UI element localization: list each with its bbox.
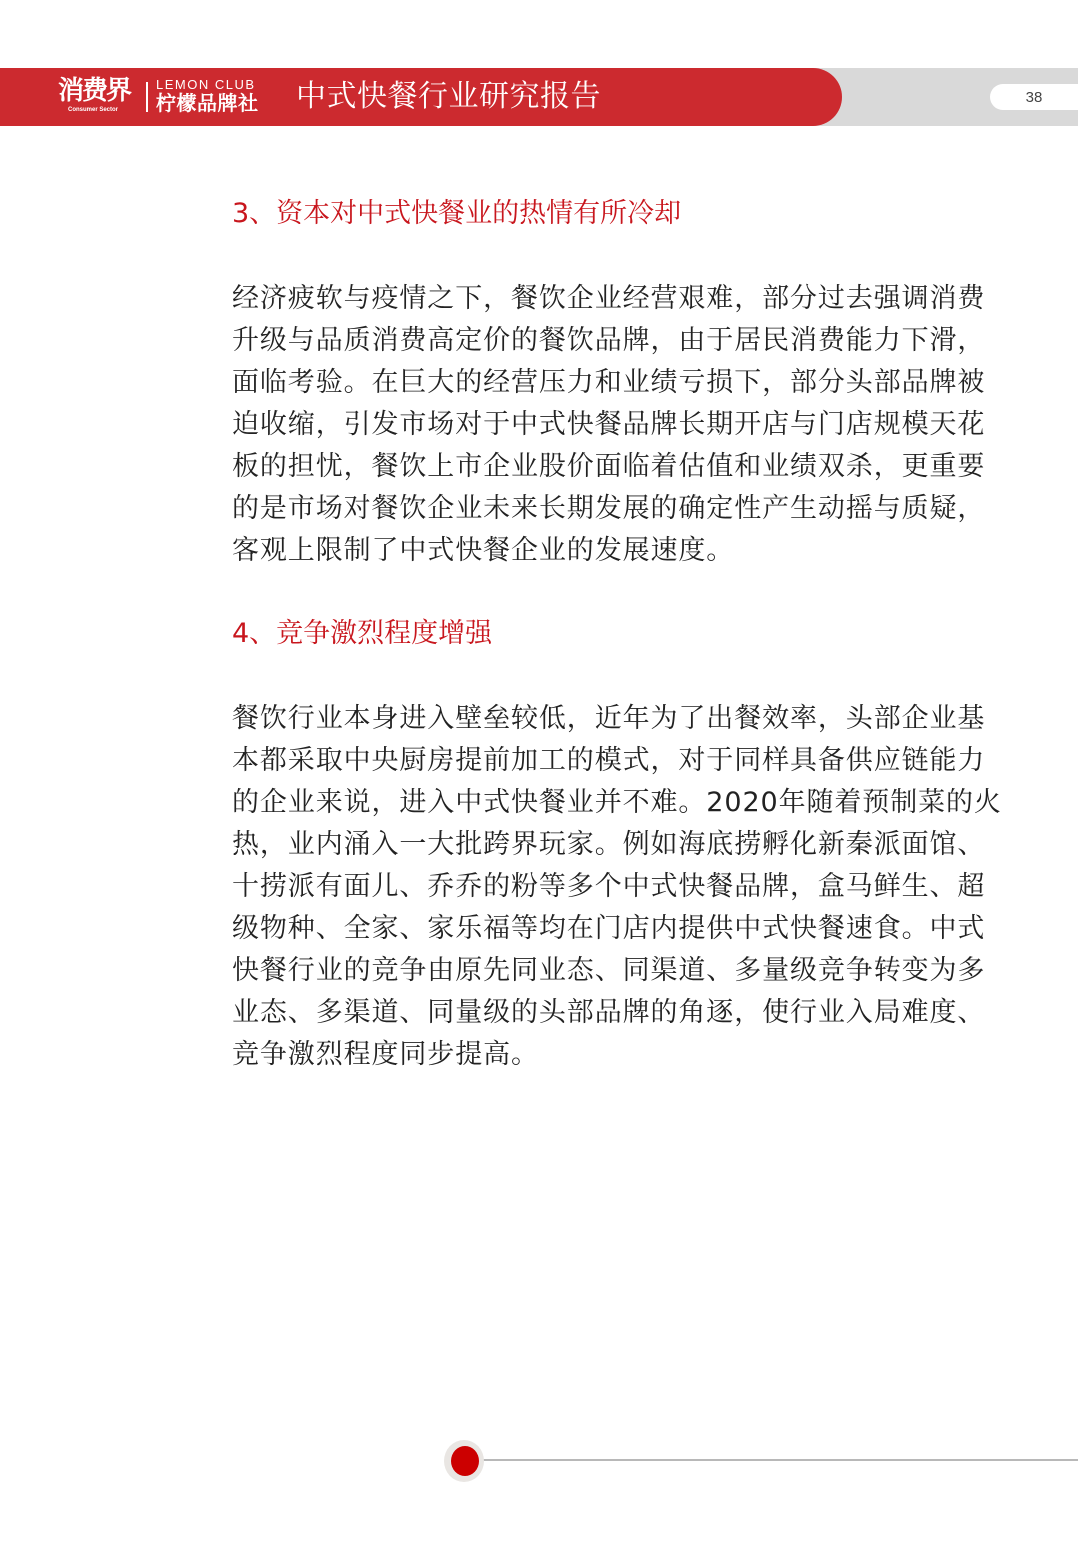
logo-main-en: Consumer Sector — [68, 107, 119, 113]
paragraph-line: 级物种、全家、家乐福等均在门店内提供中式快餐速食。中式 — [232, 913, 986, 944]
section-paragraph-4 — [232, 698, 1012, 1076]
lemon-club-logo — [156, 78, 259, 114]
paragraph-line: 迫收缩，引发市场对于中式快餐品牌长期开店与门店规模天花 — [232, 409, 986, 440]
footer-dot-icon — [451, 1446, 479, 1476]
paragraph-line: 的是市场对餐饮企业未来长期发展的确定性产生动摇与质疑， — [232, 493, 986, 524]
section-paragraph-3 — [232, 278, 1012, 572]
page-number-badge — [990, 84, 1078, 110]
paragraph-line: 餐饮行业本身进入壁垒较低，近年为了出餐效率，头部企业基 — [232, 703, 986, 734]
paragraph-line: 经济疲软与疫情之下，餐饮企业经营艰难，部分过去强调消费 — [232, 283, 986, 314]
paragraph-line: 十捞派有面儿、乔乔的粉等多个中式快餐品牌，盒马鲜生、超 — [232, 871, 986, 902]
paragraph-line: 竞争激烈程度同步提高。 — [232, 1039, 539, 1070]
paragraph-line: 客观上限制了中式快餐企业的发展速度。 — [232, 535, 735, 566]
logo-club-en: LEMON CLUB — [156, 77, 256, 92]
paragraph-line: 板的担忧，餐饮上市企业股价面临着估值和业绩双杀，更重要 — [232, 451, 986, 482]
paragraph-line: 热，业内涌入一大批跨界玩家。例如海底捞孵化新秦派面馆、 — [232, 829, 986, 860]
paragraph-line: 业态、多渠道、同量级的头部品牌的角逐，使行业入局难度、 — [232, 997, 986, 1028]
paragraph-line: 升级与品质消费高定价的餐饮品牌，由于居民消费能力下滑， — [232, 325, 986, 356]
logo-main-cn: 消费界 — [58, 76, 131, 106]
paragraph-line: 的企业来说，进入中式快餐业并不难。2020年随着预制菜的火 — [232, 787, 1002, 818]
section-heading-3: 3、资本对中式快餐业的热情有所冷却 — [232, 198, 682, 229]
logo-divider — [146, 82, 148, 112]
footer-rule — [480, 1459, 1078, 1461]
section-heading-4: 4、竞争激烈程度增强 — [232, 618, 493, 649]
page-number: 38 — [1025, 88, 1043, 106]
logo-club-cn: 柠檬品牌社 — [156, 91, 259, 115]
paragraph-line: 本都采取中央厨房提前加工的模式，对于同样具备供应链能力 — [232, 745, 986, 776]
report-title: 中式快餐行业研究报告 — [296, 79, 601, 114]
paragraph-line: 快餐行业的竞争由原先同业态、同渠道、多量级竞争转变为多 — [232, 955, 986, 986]
consumer-sector-logo — [58, 76, 138, 118]
paragraph-line: 面临考验。在巨大的经营压力和业绩亏损下，部分头部品牌被 — [232, 367, 986, 398]
